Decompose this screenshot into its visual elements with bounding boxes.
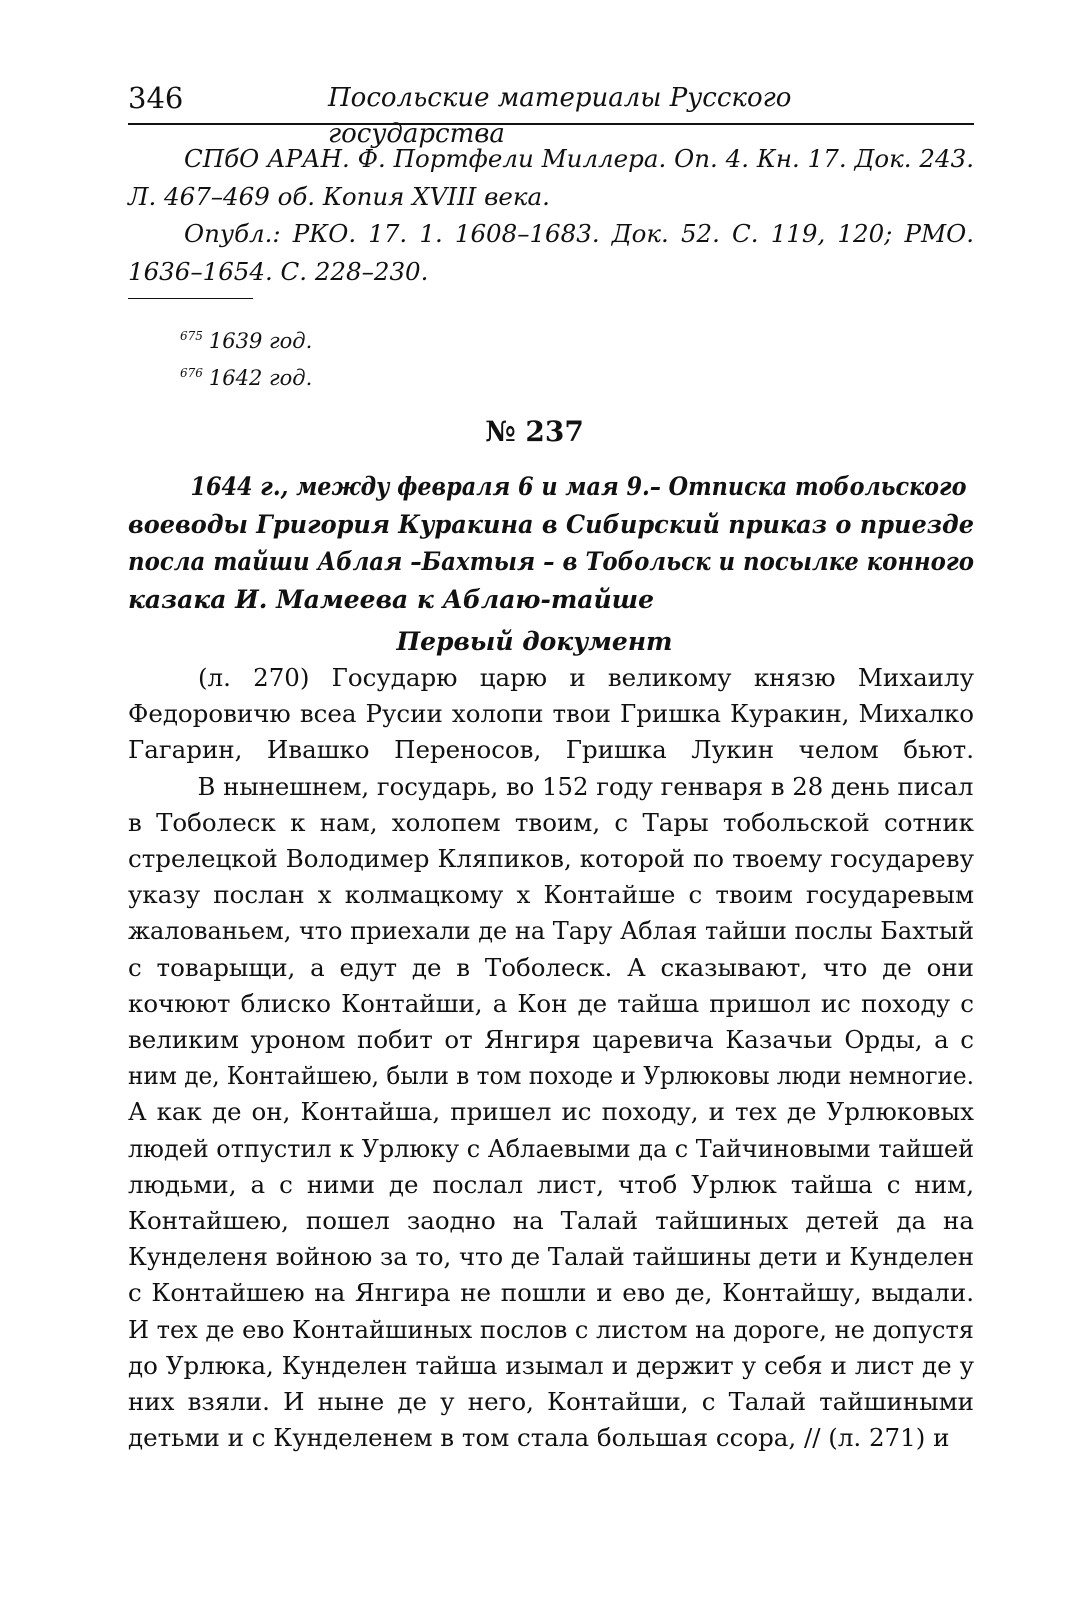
body-line: А как де он, Контайша, пришел ис походу, и тех де Урлюковых (128, 1097, 974, 1127)
page-number: 346 (128, 81, 184, 115)
body-line: до Урлюка, Кунделен тайша изымал и держит у себя и лист де у (128, 1350, 974, 1380)
body-line: великим уроном побит от Янгиря царевича Казачьи Орды, а с (128, 1025, 974, 1055)
heading-line: казака И. Мамеева к Аблаю-тайше (128, 584, 655, 614)
footnote-text: 1642 год. (208, 366, 313, 390)
body-line: Гагарин, Ивашко Переносов, Гришка Лукин челом бьют. (128, 735, 974, 765)
archive-reference: СПбО АРАН. Ф. Портфели Миллера. Оп. 4. Кн. 17. Док. 243. Л. 467–469 об. Копия XVIII века. (128, 144, 974, 211)
footnote (180, 357, 312, 394)
publication-reference: Опубл.: РКО. 17. 1. 1608–1683. Док. 52. С. 119, 120; РМО. 1636–1654. С. 228–230. (128, 219, 974, 286)
footnotes (180, 320, 312, 394)
heading-line: воеводы Григория Куракина в Сибирский приказ о приезде (128, 509, 974, 539)
footnote (180, 320, 312, 357)
body-line: стрелецкой Володимер Кляпиков, которой по твоему государеву (128, 844, 974, 874)
body-line: кочюют блиско Контайши, а Кон де тайша пришол ис походу с (128, 988, 974, 1018)
body-line: указу послан х колмацкому х Контайше с твоим государевым (128, 880, 974, 910)
body-line: (л. 270) Государю царю и великому князю Михаилу (198, 663, 974, 692)
running-title: Посольские материалы Русского государства (328, 83, 792, 149)
body-line: И тех де ево Контайшиных послов с листом на дороге, не допустя (128, 1314, 974, 1344)
body-line: них взяли. И ныне де у него, Контайши, с Талай тайшиными (128, 1387, 974, 1417)
footnote-text: 1639 год. (208, 329, 313, 353)
source-note (128, 140, 974, 290)
body-line: с товарыщи, а едут де в Тоболеск. А сказывают, что де они (128, 952, 974, 982)
body-line: Федоровичю всеа Русии холопи твои Гришка Куракин, Михалко (128, 699, 974, 729)
body-line: людьми, а с ними де послал лист, чтоб Урлюк тайша с ним, (128, 1169, 974, 1199)
body-line: в Тоболеск к нам, холопем твоим, с Тары тобольской сотник (128, 807, 974, 837)
document-number: № 237 (485, 415, 584, 448)
body-line: Контайшею, пошел заодно на Талай тайшиных детей да на (128, 1206, 974, 1236)
body-line: жалованьем, что приехали де на Тару Аблая тайши послы Бахтый (128, 916, 974, 946)
document-subheading: Первый документ (396, 627, 673, 656)
body-line: с Контайшею на Янгира не пошли и ево де, Контайшу, выдали. (128, 1278, 974, 1308)
heading-line: 1644 г., между февраля 6 и мая 9.– Отписка тобольского (190, 472, 967, 501)
body-line: В нынешнем, государь, во 152 году генваря в 28 день писал (197, 771, 974, 801)
header-rule (128, 123, 974, 125)
document-heading (128, 468, 974, 618)
body-line: ним де, Контайшею, были в том походе и Урлюковы люди немногие. (128, 1061, 974, 1091)
body-line: Кунделеня войною за то, что де Талай тайшины дети и Кунделен (128, 1242, 974, 1272)
footnote-mark: 676 (180, 366, 203, 380)
body-line: людей отпустил к Урлюку с Аблаевыми да с Тайчиновыми тайшей (128, 1133, 974, 1163)
footnote-rule (128, 298, 253, 299)
page-header (128, 80, 974, 149)
footnote-mark: 675 (180, 329, 203, 343)
body-line: детьми и с Кунделенем в том стала большая ссора, // (л. 271) и (128, 1423, 950, 1453)
document-body (128, 660, 974, 1456)
heading-line: посла тайши Аблая –Бахтыя – в Тобольск и посылке конного (128, 547, 974, 576)
